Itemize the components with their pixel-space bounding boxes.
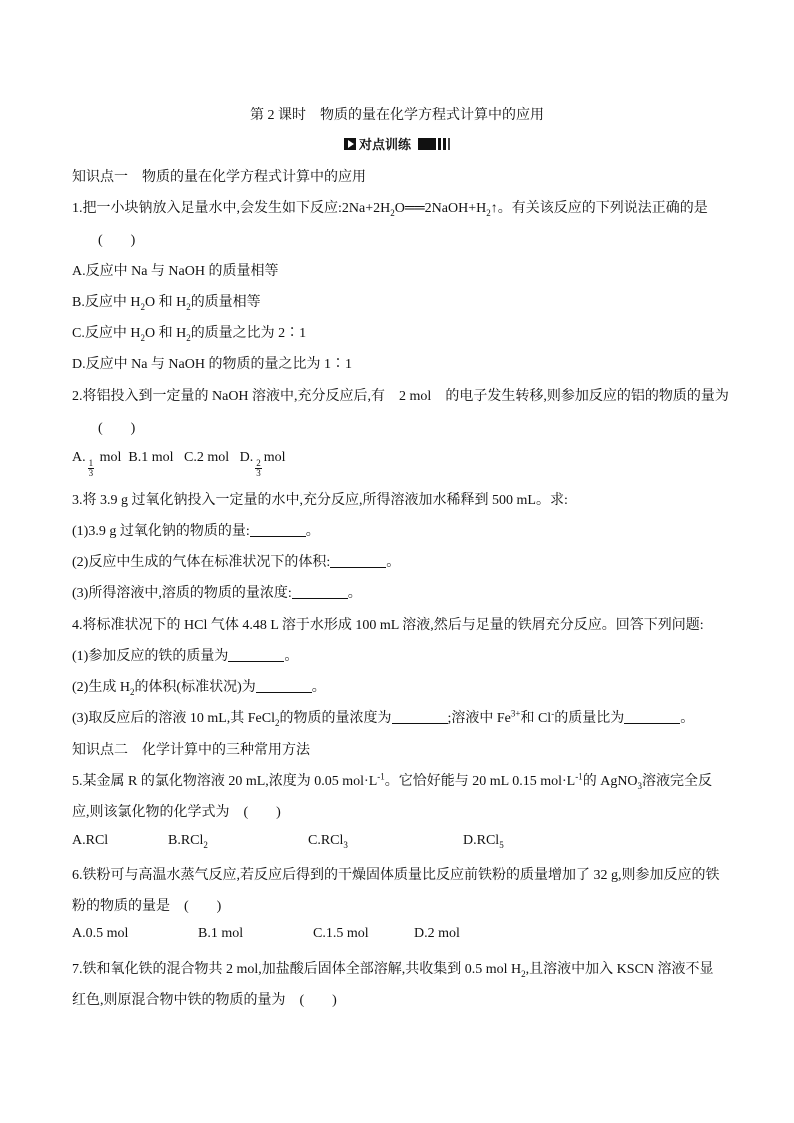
question-5-stem-line-1: 5.某金属 R 的氯化物溶液 20 mL,浓度为 0.05 $mol\cdot L^{-1}$。它恰好能与 20 mL 0.15 $mol\cdot L^{-1}$的 AgNO$_3$溶液完全反 <box>72 771 713 791</box>
question-7-stem-line-1: 7.铁和氧化铁的混合物共 2 mol,加盐酸后固体全部溶解,共收集到 0.5 mol $H_2$,且溶液中加入 KSCN 溶液不显 <box>72 962 714 979</box>
question-4-sub-2: (2)生成 $H_2$的体积(标准状况)为 。 <box>72 680 326 697</box>
progress-bars-icon <box>418 138 450 150</box>
question-3-sub-3: (3)所得溶液中,溶质的物质的量浓度: 。 <box>72 586 362 601</box>
answer-blank <box>228 647 284 662</box>
question-1-stem: 1.把一小块钠放入足量水中,会发生如下反应$:2Na+2H_2O══2NaOH+H_2↑$。有关该反应的下列说法正确的是 <box>72 201 708 218</box>
answer-blank <box>624 709 680 724</box>
question-2-options <box>72 450 286 478</box>
question-1-option-a: A.反应中 Na 与 NaOH 的质量相等 <box>72 264 279 279</box>
knowledge-point-1-heading: 知识点一 物质的量在化学方程式计算中的应用 <box>72 170 366 185</box>
banner-label: 对点训练 <box>358 138 411 153</box>
answer-blank <box>330 553 386 568</box>
question-6-stem-line-1: 6.铁粉可与高温水蒸气反应,若反应后得到的干燥固体质量比反应前铁粉的质量增加了 32 g,则参加反应的铁 <box>72 868 720 883</box>
page-title: 第 2 课时 物质的量在化学方程式计算中的应用 <box>250 108 544 123</box>
answer-blank <box>292 584 348 599</box>
question-2-option-b: B.1 mol <box>128 450 174 465</box>
question-2-option-d: D. $\frac{2}{3}$ mol <box>239 450 286 478</box>
answer-blank <box>256 678 312 693</box>
question-6-stem-line-2: 粉的物质的量是 ( ) <box>72 899 222 914</box>
question-2-stem: 2.将铝投入到一定量的 NaOH 溶液中,充分反应后,有 2 mol 的电子发生转移,则参加反应的铝的物质的量为 <box>72 389 729 404</box>
question-6-option-a: A.0.5 mol <box>72 926 129 941</box>
question-1-answer-paren: ( ) <box>98 233 136 248</box>
answer-blank <box>250 522 306 537</box>
question-2-option-c: C.2 mol <box>184 450 230 465</box>
question-5-option-d: D.RCl$_5$ <box>463 833 504 850</box>
question-2-option-a: A. $\frac{1}{3}$ mol <box>72 450 122 478</box>
section-banner <box>0 134 794 155</box>
question-5-option-a: A.RCl <box>72 833 109 848</box>
question-4-sub-3: (3)取反应后的溶液 10 mL,其 FeCl$_2$的物质的量浓度为 ;溶液中 $Fe^{3+}$和 Cl-的质量比为 。 <box>72 708 695 728</box>
question-5-stem-line-2: 应,则该氯化物的化学式为 ( ) <box>72 805 281 820</box>
play-icon <box>344 138 356 150</box>
question-7-stem-line-2: 红色,则原混合物中铁的物质的量为 ( ) <box>72 993 337 1008</box>
question-2-answer-paren: ( ) <box>98 421 136 436</box>
question-3-stem: 3.将 3.9 g 过氧化钠投入一定量的水中,充分反应,所得溶液加水稀释到 500 mL。求: <box>72 493 568 508</box>
answer-blank <box>392 709 448 724</box>
question-1-option-d: D.反应中 Na 与 NaOH 的物质的量之比为 1∶1 <box>72 357 352 372</box>
question-6-option-c: C.1.5 mol <box>313 926 369 941</box>
question-5-option-b: B.RCl$_2$ <box>168 833 208 850</box>
question-3-sub-2: (2)反应中生成的气体在标准状况下的体积: 。 <box>72 555 401 570</box>
question-3-sub-1: (1)3.9 g 过氧化钠的物质的量: 。 <box>72 524 320 539</box>
knowledge-point-2-heading: 知识点二 化学计算中的三种常用方法 <box>72 743 310 758</box>
question-5-option-c: C.RCl$_3$ <box>308 833 348 850</box>
question-6-option-b: B.1 mol <box>198 926 244 941</box>
question-1-option-b: B.反应中 $H_2O$ 和 $H_2$的质量相等 <box>72 295 261 312</box>
question-4-sub-1: (1)参加反应的铁的质量为 。 <box>72 649 299 664</box>
question-4-stem: 4.将标准状况下的 HCl 气体 4.48 L 溶于水形成 100 mL 溶液,然后与足量的铁屑充分反应。回答下列问题: <box>72 618 704 633</box>
question-6-option-d: D.2 mol <box>414 926 460 941</box>
question-1-option-c: C.反应中 $H_2O$ 和 $H_2$的质量之比为 2∶1 <box>72 326 307 343</box>
